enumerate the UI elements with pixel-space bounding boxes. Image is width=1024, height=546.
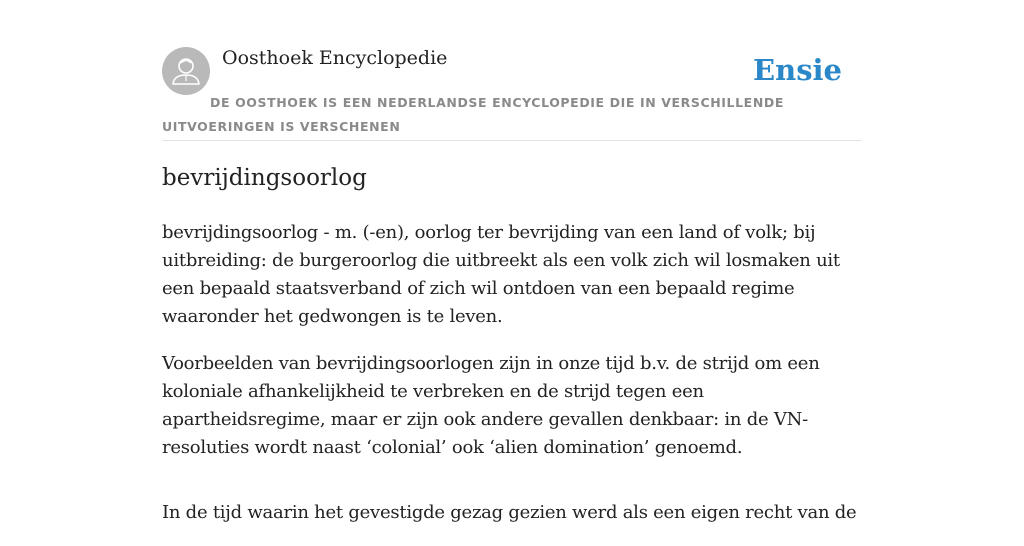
source-avatar[interactable] (162, 47, 210, 95)
entry-content (162, 160, 862, 546)
entry-title: bevrijdingsoorlog (162, 165, 367, 191)
entry-paragraph: Voorbeelden van bevrijdingsoorlogen zijn in onze tijd b.v. de strijd om een koloniale afhankelijkheid te verbreken en de strijd tegen een apartheidsregime, maar er zijn ook andere gevallen denkbaar: in de VN-resoluties wordt naast ‘colonial’ ook ‘alien domination’ genoemd. (162, 353, 820, 458)
user-silhouette-icon (162, 47, 210, 95)
entry-paragraph: In de tijd waarin het gevestigde gezag gezien werd als een eigen recht van de (162, 502, 857, 523)
source-description: DE OOSTHOEK IS EEN NEDERLANDSE ENCYCLOPEDIE DIE IN VERSCHILLENDE UITVOERINGEN IS VERSCHENEN (162, 95, 784, 134)
source-header (162, 46, 862, 141)
ensie-logo-link[interactable]: Ensie (753, 53, 842, 87)
entry-paragraph: bevrijdingsoorlog - m. (-en), oorlog ter bevrijding van een land of volk; bij uitbreiding: de burgeroorlog die uitbreekt als een volk zich wil losmaken uit een bepaald staatsverband of zich wil ontdoen van een bepaald regime waaronder het gedwongen is te leven. (162, 222, 840, 327)
source-title[interactable]: Oosthoek Encyclopedie (222, 47, 448, 69)
